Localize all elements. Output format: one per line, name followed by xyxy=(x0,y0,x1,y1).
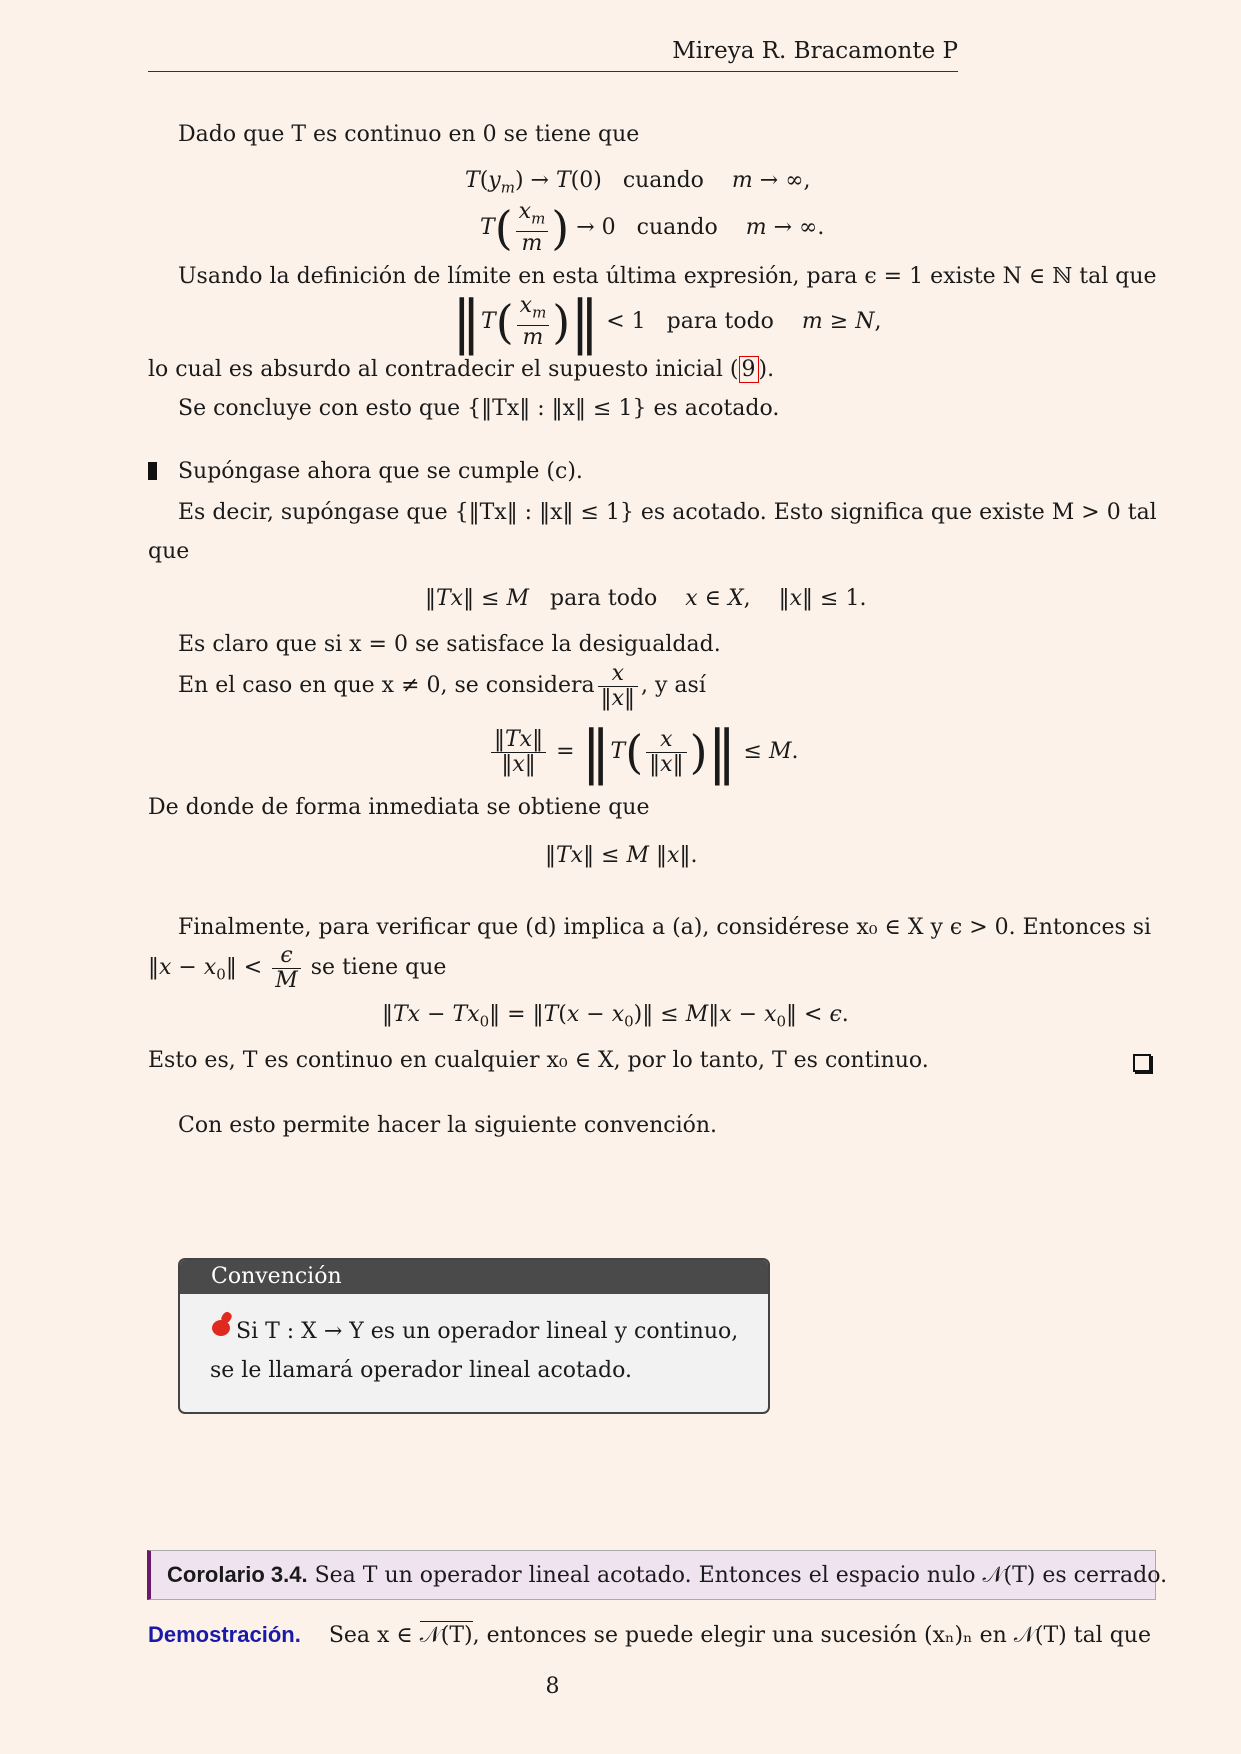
paragraph-9: De donde de forma inmediata se obtiene que xyxy=(148,795,650,820)
p3-text-a: lo cual es absurdo al contradecir el supuesto inicial ( xyxy=(148,357,739,382)
equation-6: ‖Tx‖ ≤ M ‖x‖. xyxy=(545,843,698,868)
equation-3: ‖T( $\frac{x_m}{m}$ )‖ < 1 para todo m ≥ N, xyxy=(452,288,882,356)
paragraph-4: Se concluye con esto que {‖Tx‖ : ‖x‖ ≤ 1} es acotado. xyxy=(178,396,780,421)
bullet-square-icon xyxy=(148,462,157,480)
paragraph-11: Esto es, T es continuo en cualquier x₀ ∈ X, por lo tanto, T es continuo. xyxy=(148,1048,929,1073)
p8-text-b: , y así xyxy=(641,673,706,698)
equation-7: ‖Tx − $Tx_0‖$ = ‖T(x − $x_0)‖$ ≤ M‖x − $x_0‖ < \epsilon$. xyxy=(382,1002,849,1031)
paragraph-6: Es decir, supóngase que {‖Tx‖ : ‖x‖ ≤ 1} es acotado. Esto significa que existe M > 0 tal xyxy=(178,500,1157,525)
paragraph-7: Es claro que si x = 0 se satisface la desigualdad. xyxy=(178,632,721,657)
equation-1: $T(y_m) \to T(0)$ cuando m → ∞, xyxy=(465,168,811,197)
running-header xyxy=(148,38,958,72)
convention-title: Convención xyxy=(180,1260,768,1294)
eq1-word: cuando xyxy=(622,168,704,193)
p8-text-a: En el caso en que x ≠ 0, se considera xyxy=(178,673,595,698)
convention-line-1: Si T : X → Y es un operador lineal y continuo, xyxy=(236,1319,739,1344)
paragraph-10: Finalmente, para verificar que (d) implica a (a), considérese x₀ ∈ X y ϵ > 0. Entonces si xyxy=(178,915,1152,940)
equation-5: $\frac{‖Tx‖}{‖x‖}$ = ‖T( $\frac{x}{‖x‖}$ )‖ ≤ M. xyxy=(488,722,798,782)
case-c xyxy=(148,457,583,487)
paragraph-3 xyxy=(148,355,774,385)
proof-label: Demostración. xyxy=(148,1622,301,1647)
corollary-label: Corolario 3.4. xyxy=(167,1562,308,1587)
equation-2: T( $\frac{x_m}{m}$ ) → 0 cuando m → ∞. xyxy=(480,199,825,256)
paragraph-12: Con esto permite hacer la siguiente convención. xyxy=(178,1113,718,1138)
paragraph-8: En el caso en que x ≠ 0, se considera $\frac{x}{‖x‖}$ , y así xyxy=(178,660,706,711)
eq4-word: para todo xyxy=(550,586,658,611)
convention-line-2: se le llamará operador lineal acotado. xyxy=(210,1358,632,1383)
paragraph-5: Supóngase ahora que se cumple (c). xyxy=(177,459,583,484)
qed-icon xyxy=(1133,1053,1151,1078)
closure-null-space: 𝒩(T) xyxy=(419,1623,473,1648)
p10b-text: se tiene que xyxy=(310,955,447,980)
reference-link-9[interactable]: 9 xyxy=(739,356,759,383)
equation-4: ‖Tx‖ ≤ M para todo x ∈ X, ‖x‖ ≤ 1. xyxy=(425,586,867,611)
paragraph-1: Dado que T es continuo en 0 se tiene que xyxy=(178,122,640,147)
header-author: Mireya R. Bracamonte P xyxy=(672,38,958,64)
proof-line xyxy=(148,1620,1151,1651)
corollary-text: Sea T un operador lineal acotado. Entonces el espacio nulo 𝒩(T) es cerrado. xyxy=(314,1563,1168,1588)
proof-text-a: Sea x ∈ xyxy=(328,1623,420,1648)
pushpin-icon xyxy=(210,1316,230,1336)
paragraph-10b: ‖x − $x_0‖$ < $\frac{\epsilon}{M}$ se tiene que xyxy=(148,942,447,993)
convention-body xyxy=(210,1312,738,1390)
eq3-word: para todo xyxy=(666,309,774,334)
eq2-word: cuando xyxy=(636,215,718,240)
corollary-line xyxy=(167,1560,1167,1591)
convention-box xyxy=(178,1258,770,1414)
paragraph-2: Usando la definición de límite en esta última expresión, para ϵ = 1 existe N ∈ ℕ tal que xyxy=(178,264,1157,289)
paragraph-6b: que xyxy=(148,539,190,564)
corollary-box xyxy=(147,1550,1168,1600)
page-number: 8 xyxy=(545,1674,560,1699)
proof-text-b: , entonces se puede elegir una sucesión (xₙ)ₙ en 𝒩(T) tal que xyxy=(472,1623,1151,1648)
p3-text-b: ). xyxy=(758,357,775,382)
